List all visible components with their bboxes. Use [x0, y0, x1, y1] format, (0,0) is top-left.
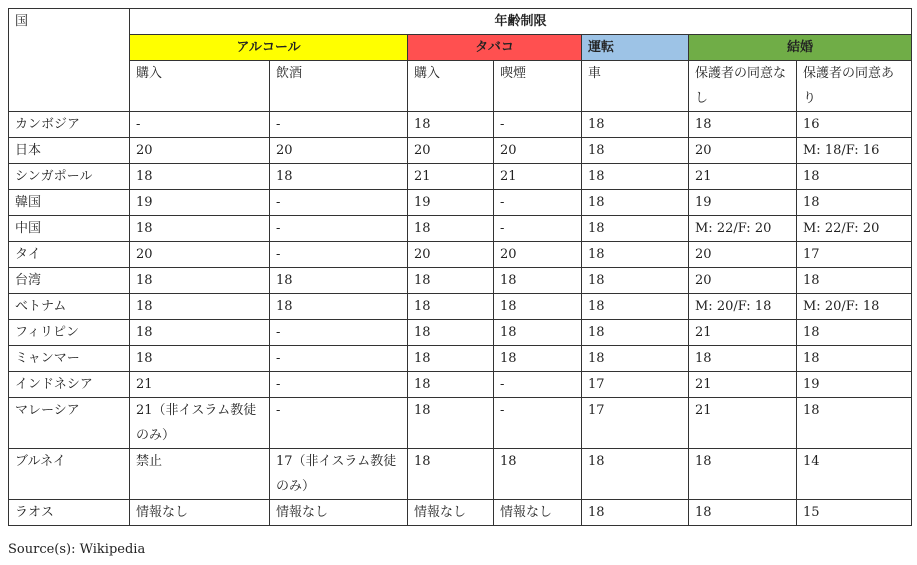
- alcohol-header: アルコール: [130, 35, 408, 61]
- value-cell: 18: [130, 294, 270, 320]
- value-cell: -: [494, 216, 582, 242]
- value-cell: 18: [797, 190, 912, 216]
- table-row: [9, 346, 912, 372]
- subheader-cell: 保護者の同意あり: [797, 61, 912, 112]
- value-cell: 禁止: [130, 449, 270, 500]
- value-cell: 21: [689, 372, 797, 398]
- country-cell: ミャンマー: [9, 346, 130, 372]
- value-cell: 18: [797, 398, 912, 449]
- table-row: [9, 138, 912, 164]
- value-cell: 18: [408, 372, 494, 398]
- value-cell: M: 18/F: 16: [797, 138, 912, 164]
- country-cell: 台湾: [9, 268, 130, 294]
- value-cell: 21: [689, 164, 797, 190]
- table-row: [9, 112, 912, 138]
- value-cell: 18: [689, 346, 797, 372]
- value-cell: 21: [689, 320, 797, 346]
- value-cell: 情報なし: [270, 500, 408, 526]
- value-cell: 20: [494, 242, 582, 268]
- value-cell: 18: [582, 449, 689, 500]
- value-cell: -: [494, 112, 582, 138]
- country-cell: フィリピン: [9, 320, 130, 346]
- value-cell: M: 20/F: 18: [797, 294, 912, 320]
- value-cell: 18: [270, 294, 408, 320]
- value-cell: 18: [130, 320, 270, 346]
- country-cell: ブルネイ: [9, 449, 130, 500]
- value-cell: 18: [408, 449, 494, 500]
- value-cell: 18: [582, 320, 689, 346]
- value-cell: 19: [797, 372, 912, 398]
- country-cell: 中国: [9, 216, 130, 242]
- value-cell: 21: [408, 164, 494, 190]
- value-cell: 19: [689, 190, 797, 216]
- value-cell: 18: [408, 268, 494, 294]
- value-cell: -: [270, 190, 408, 216]
- value-cell: 20: [408, 242, 494, 268]
- table-row: [9, 268, 912, 294]
- value-cell: 18: [408, 294, 494, 320]
- value-cell: -: [494, 372, 582, 398]
- value-cell: -: [270, 398, 408, 449]
- value-cell: -: [270, 320, 408, 346]
- value-cell: -: [494, 398, 582, 449]
- age-limit-header: 年齢制限: [130, 9, 912, 35]
- country-cell: シンガポール: [9, 164, 130, 190]
- table-row: [9, 294, 912, 320]
- value-cell: 20: [494, 138, 582, 164]
- value-cell: M: 22/F: 20: [689, 216, 797, 242]
- value-cell: 18: [130, 268, 270, 294]
- value-cell: 18: [582, 112, 689, 138]
- country-cell: カンボジア: [9, 112, 130, 138]
- value-cell: -: [270, 112, 408, 138]
- value-cell: 情報なし: [494, 500, 582, 526]
- value-cell: -: [130, 112, 270, 138]
- value-cell: -: [270, 346, 408, 372]
- value-cell: 20: [689, 268, 797, 294]
- table-row: [9, 164, 912, 190]
- value-cell: -: [494, 190, 582, 216]
- value-cell: 20: [689, 138, 797, 164]
- country-cell: ラオス: [9, 500, 130, 526]
- value-cell: 18: [582, 346, 689, 372]
- subheader-cell: 飲酒: [270, 61, 408, 112]
- value-cell: 18: [797, 164, 912, 190]
- value-cell: -: [270, 372, 408, 398]
- value-cell: 18: [689, 500, 797, 526]
- value-cell: 20: [130, 138, 270, 164]
- value-cell: 19: [408, 190, 494, 216]
- value-cell: 18: [797, 346, 912, 372]
- value-cell: 17: [582, 398, 689, 449]
- value-cell: 18: [494, 320, 582, 346]
- table-row: [9, 190, 912, 216]
- value-cell: 17: [582, 372, 689, 398]
- value-cell: 21: [130, 372, 270, 398]
- value-cell: 18: [270, 268, 408, 294]
- source-note: Source(s): Wikipedia: [8, 542, 146, 557]
- value-cell: M: 20/F: 18: [689, 294, 797, 320]
- value-cell: 18: [130, 346, 270, 372]
- subheader-cell: 喫煙: [494, 61, 582, 112]
- value-cell: 18: [582, 500, 689, 526]
- table-row: [9, 242, 912, 268]
- value-cell: 18: [582, 138, 689, 164]
- value-cell: 19: [130, 190, 270, 216]
- value-cell: 18: [582, 164, 689, 190]
- table-row: [9, 500, 912, 526]
- value-cell: 18: [408, 216, 494, 242]
- value-cell: 18: [270, 164, 408, 190]
- value-cell: 17（非イスラム教徒のみ）: [270, 449, 408, 500]
- table-row: [9, 449, 912, 500]
- country-header: 国: [9, 9, 130, 112]
- value-cell: 18: [582, 190, 689, 216]
- subheader-cell: 保護者の同意なし: [689, 61, 797, 112]
- subheader-cell: 購入: [130, 61, 270, 112]
- value-cell: 20: [689, 242, 797, 268]
- value-cell: 18: [408, 112, 494, 138]
- value-cell: 18: [797, 320, 912, 346]
- age-limit-table: [8, 8, 912, 526]
- value-cell: 18: [689, 112, 797, 138]
- table-row: [9, 320, 912, 346]
- country-cell: タイ: [9, 242, 130, 268]
- value-cell: 18: [582, 242, 689, 268]
- value-cell: 18: [494, 294, 582, 320]
- value-cell: 17: [797, 242, 912, 268]
- value-cell: 情報なし: [130, 500, 270, 526]
- value-cell: 18: [494, 449, 582, 500]
- country-cell: インドネシア: [9, 372, 130, 398]
- subheader-cell: 車: [582, 61, 689, 112]
- value-cell: -: [270, 242, 408, 268]
- country-cell: 日本: [9, 138, 130, 164]
- value-cell: 21（非イスラム教徒のみ）: [130, 398, 270, 449]
- driving-header: 運転: [582, 35, 689, 61]
- table-row: [9, 216, 912, 242]
- value-cell: 18: [494, 268, 582, 294]
- value-cell: 18: [408, 346, 494, 372]
- table-row: [9, 372, 912, 398]
- marriage-header: 結婚: [689, 35, 912, 61]
- value-cell: 16: [797, 112, 912, 138]
- value-cell: 18: [130, 216, 270, 242]
- value-cell: 18: [582, 294, 689, 320]
- value-cell: 情報なし: [408, 500, 494, 526]
- value-cell: 18: [689, 449, 797, 500]
- value-cell: 18: [582, 216, 689, 242]
- value-cell: 18: [582, 268, 689, 294]
- value-cell: 18: [797, 268, 912, 294]
- value-cell: 15: [797, 500, 912, 526]
- value-cell: 18: [130, 164, 270, 190]
- value-cell: 21: [689, 398, 797, 449]
- value-cell: 20: [130, 242, 270, 268]
- value-cell: 20: [408, 138, 494, 164]
- subheader-cell: 購入: [408, 61, 494, 112]
- country-cell: 韓国: [9, 190, 130, 216]
- country-cell: ベトナム: [9, 294, 130, 320]
- value-cell: 18: [494, 346, 582, 372]
- table-row: [9, 398, 912, 449]
- tobacco-header: タバコ: [408, 35, 582, 61]
- value-cell: 18: [408, 320, 494, 346]
- country-cell: マレーシア: [9, 398, 130, 449]
- value-cell: 18: [408, 398, 494, 449]
- value-cell: M: 22/F: 20: [797, 216, 912, 242]
- value-cell: -: [270, 216, 408, 242]
- value-cell: 20: [270, 138, 408, 164]
- value-cell: 14: [797, 449, 912, 500]
- value-cell: 21: [494, 164, 582, 190]
